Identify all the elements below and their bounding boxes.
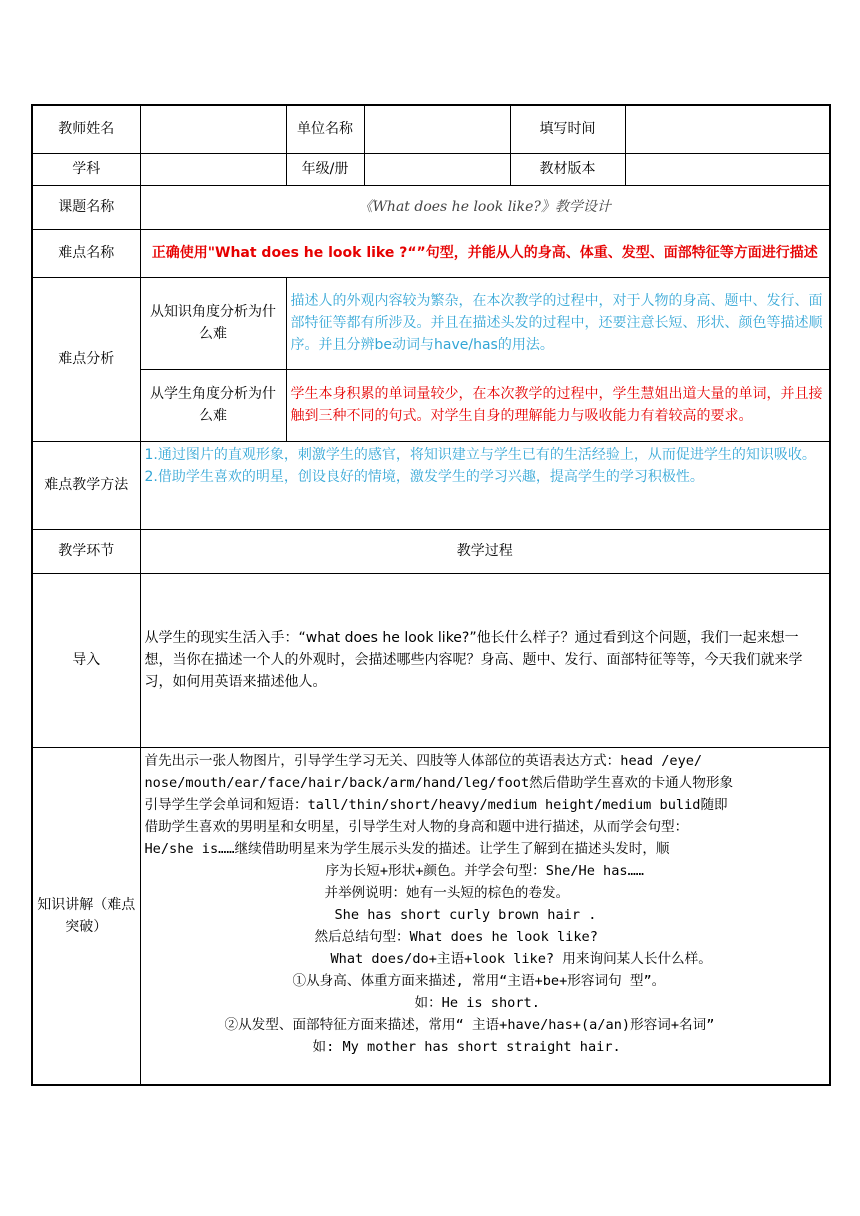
knowledge-angle-label: 从知识角度分析为什么难: [140, 277, 286, 369]
subject-value[interactable]: [140, 153, 286, 185]
subject-label: 学科: [32, 153, 140, 185]
grade-value[interactable]: [364, 153, 510, 185]
teacher-name-label: 教师姓名: [32, 105, 140, 153]
knowledge-angle-text: 描述人的外观内容较为繁杂，在本次教学的过程中，对于人物的身高、题中、发行、面部特征等都有所涉及。并且在描述头发的过程中，还要注意长短、形状、颜色等描述顺序。并且分辨be动词与have/has的用法。: [286, 277, 830, 369]
intro-row: [32, 573, 830, 747]
difficulty-label: 难点名称: [32, 229, 140, 277]
textbook-label: 教材版本: [510, 153, 625, 185]
knowledge-line-13: ②从发型、面部特征方面来描述，常用“ 主语+have/has+(a/an)形容词+名词”: [224, 1016, 715, 1033]
stage-header-label: 教学环节: [32, 529, 140, 573]
topic-value: 《What does he look like?》教学设计: [140, 185, 830, 229]
knowledge-line-12: 如：He is short.: [414, 994, 540, 1011]
knowledge-line-14: 如: My mother has short straight hair.: [312, 1038, 621, 1055]
grade-label: 年级/册: [286, 153, 364, 185]
header-row-1: [32, 105, 830, 153]
method-label: 难点教学方法: [32, 441, 140, 529]
method-line-2: 2.借助学生喜欢的明星，创设良好的情境，激发学生的学习兴趣，提高学生的学习积极性。: [144, 468, 704, 485]
textbook-value[interactable]: [625, 153, 830, 185]
intro-text: 从学生的现实生活入手：“what does he look like?”他长什么样子？通过看到这个问题，我们一起来想一想，当你在描述一个人的外观时，会描述哪些内容呢？身高、题中、发行、面部特征等等，今天我们就来学习，如何用英语来描述他人。: [140, 573, 830, 747]
knowledge-line-2: nose/mouth/ear/face/hair/back/arm/hand/leg/foot然后借助学生喜欢的卡通人物形象: [144, 774, 734, 791]
process-header-label: 教学过程: [140, 529, 830, 573]
method-row: [32, 441, 830, 529]
analysis-label: 难点分析: [32, 277, 140, 441]
knowledge-line-10: What does/do+主语+look like? 用来询问某人长什么样。: [330, 950, 712, 967]
process-header-row: [32, 529, 830, 573]
method-text: [140, 441, 830, 529]
knowledge-line-5: He/she is……继续借助明星来为学生展示头发的描述。让学生了解到在描述头发时，顺: [144, 840, 670, 857]
topic-row: [32, 185, 830, 229]
student-angle-label: 从学生角度分析为什么难: [140, 369, 286, 441]
intro-label: 导入: [32, 573, 140, 747]
knowledge-label: 知识讲解（难点突破）: [32, 747, 140, 1085]
unit-name-value[interactable]: [364, 105, 510, 153]
header-row-2: [32, 153, 830, 185]
difficulty-row: [32, 229, 830, 277]
knowledge-line-1: 首先出示一张人物图片，引导学生学习无关、四肢等人体部位的英语表达方式：head /eye/: [144, 752, 703, 769]
knowledge-line-7: 并举例说明：她有一头短的棕色的卷发。: [324, 884, 570, 901]
unit-name-label: 单位名称: [286, 105, 364, 153]
fill-time-value[interactable]: [625, 105, 830, 153]
analysis-row-student: [32, 369, 830, 441]
teacher-name-value[interactable]: [140, 105, 286, 153]
lesson-plan-table: [31, 104, 831, 1086]
knowledge-row: [32, 747, 830, 1085]
fill-time-label: 填写时间: [510, 105, 625, 153]
knowledge-line-11: ①从身高、体重方面来描述, 常用“主语+be+形容词句 型”。: [292, 972, 666, 989]
topic-label: 课题名称: [32, 185, 140, 229]
knowledge-line-9: 然后总结句型：What does he look like?: [314, 928, 598, 945]
method-line-1: 1.通过图片的直观形象，刺激学生的感官，将知识建立与学生已有的生活经验上，从而促进学生的知识吸收。: [144, 446, 816, 463]
analysis-row-knowledge: [32, 277, 830, 369]
knowledge-text: [140, 747, 830, 1085]
difficulty-value: 正确使用"What does he look like ?“”句型，并能从人的身高、体重、发型、面部特征等方面进行描述: [140, 229, 830, 277]
student-angle-text: 学生本身积累的单词量较少，在本次教学的过程中，学生慧姐出道大量的单词，并且接触到三种不同的句式。对学生自身的理解能力与吸收能力有着较高的要求。: [286, 369, 830, 441]
knowledge-line-4: 借助学生喜欢的男明星和女明星，引导学生对人物的身高和题中进行描述，从而学会句型：: [144, 818, 689, 835]
knowledge-line-6: 序为长短+形状+颜色。并学会句型：She/He has……: [325, 862, 644, 879]
knowledge-line-3: 引导学生学会单词和短语：tall/thin/short/heavy/medium height/medium bulid随即: [144, 796, 728, 813]
knowledge-line-8: She has short curly brown hair .: [334, 906, 597, 923]
